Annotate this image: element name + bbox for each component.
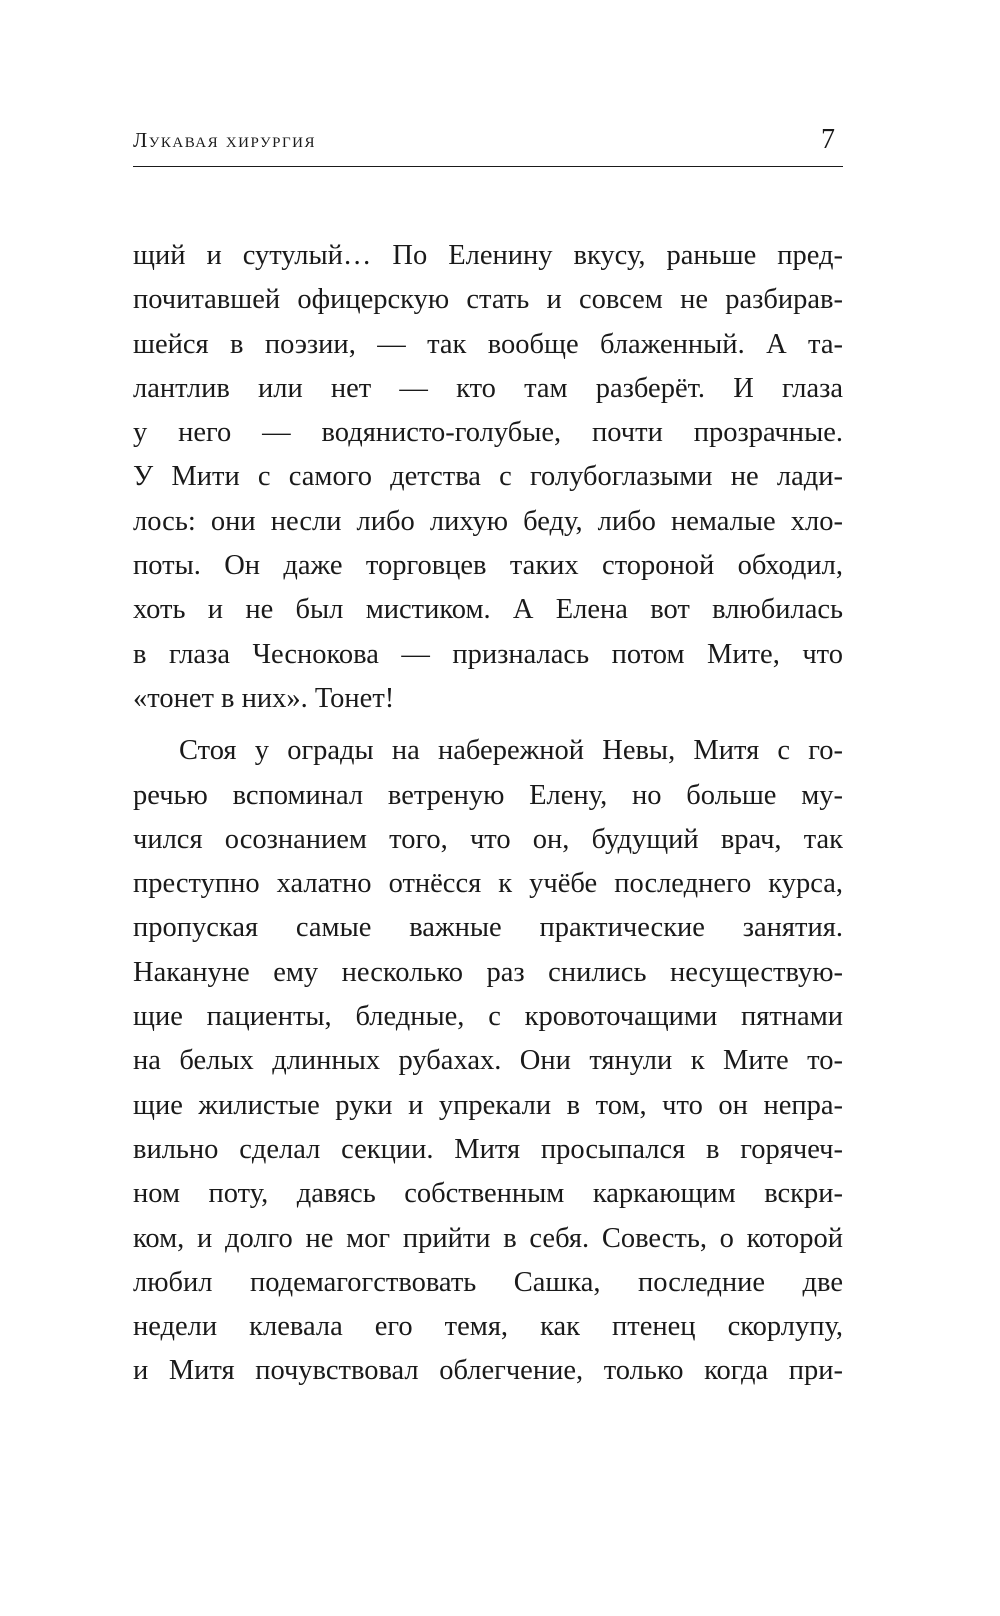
- text-line: почитавшей офицерскую стать и совсем не разбирав-: [133, 284, 843, 316]
- text-line: Накануне ему несколько раз снились несуществую-: [133, 956, 843, 988]
- text-line: недели клевала его темя, как птенец скорлупу,: [133, 1311, 843, 1343]
- text-line: чился осознанием того, что он, будущий врач, так: [133, 823, 843, 855]
- running-head: [133, 122, 843, 162]
- text-line: и Митя почувствовал облегчение, только когда при-: [133, 1355, 843, 1387]
- text-line: у него — водянисто-голубые, почти прозрачные.: [133, 417, 843, 449]
- paragraph: [133, 234, 843, 721]
- text-line: в глаза Чеснокова — призналась потом Мите, что: [133, 638, 843, 670]
- text-line: лось: они несли либо лихую беду, либо немалые хло-: [133, 505, 843, 537]
- body-text: [133, 234, 843, 1394]
- header-rule: [133, 166, 843, 167]
- text-line: ком, и долго не мог прийти в себя. Совесть, о которой: [133, 1222, 843, 1254]
- text-line: щие пациенты, бледные, с кровоточащими пятнами: [133, 1001, 843, 1033]
- text-line: щие жилистые руки и упрекали в том, что он непра-: [133, 1089, 843, 1121]
- text-line: У Мити с самого детства с голубоглазыми не лади-: [133, 461, 843, 493]
- paragraph: [133, 729, 843, 1393]
- page-number: 7: [821, 124, 835, 155]
- text-line: пропуская самые важные практические занятия.: [133, 912, 843, 944]
- text-line: Стоя у ограды на набережной Невы, Митя с го-: [179, 735, 843, 767]
- text-line: ном поту, давясь собственным каркающим вскри-: [133, 1178, 843, 1210]
- text-line: преступно халатно отнёсся к учёбе последнего курса,: [133, 868, 843, 900]
- text-line: шейся в поэзии, — так вообще блаженный. А та-: [133, 328, 843, 360]
- text-line: поты. Он даже торговцев таких стороной обходил,: [133, 550, 843, 582]
- text-line: вильно сделал секции. Митя просыпался в горячеч-: [133, 1133, 843, 1165]
- text-line: любил подемагогствовать Сашка, последние две: [133, 1266, 843, 1298]
- text-line: на белых длинных рубахах. Они тянули к Мите то-: [133, 1045, 843, 1077]
- text-line: «тонет в них». Тонет!: [133, 682, 395, 714]
- running-title: Лукавая хирургия: [133, 128, 316, 152]
- text-line: хоть и не был мистиком. А Елена вот влюбилась: [133, 594, 843, 626]
- text-line: речью вспоминал ветреную Елену, но больше му-: [133, 779, 843, 811]
- text-line: лантлив или нет — кто там разберёт. И глаза: [133, 372, 843, 404]
- text-line: щий и сутулый… По Еленину вкусу, раньше пред-: [133, 240, 843, 271]
